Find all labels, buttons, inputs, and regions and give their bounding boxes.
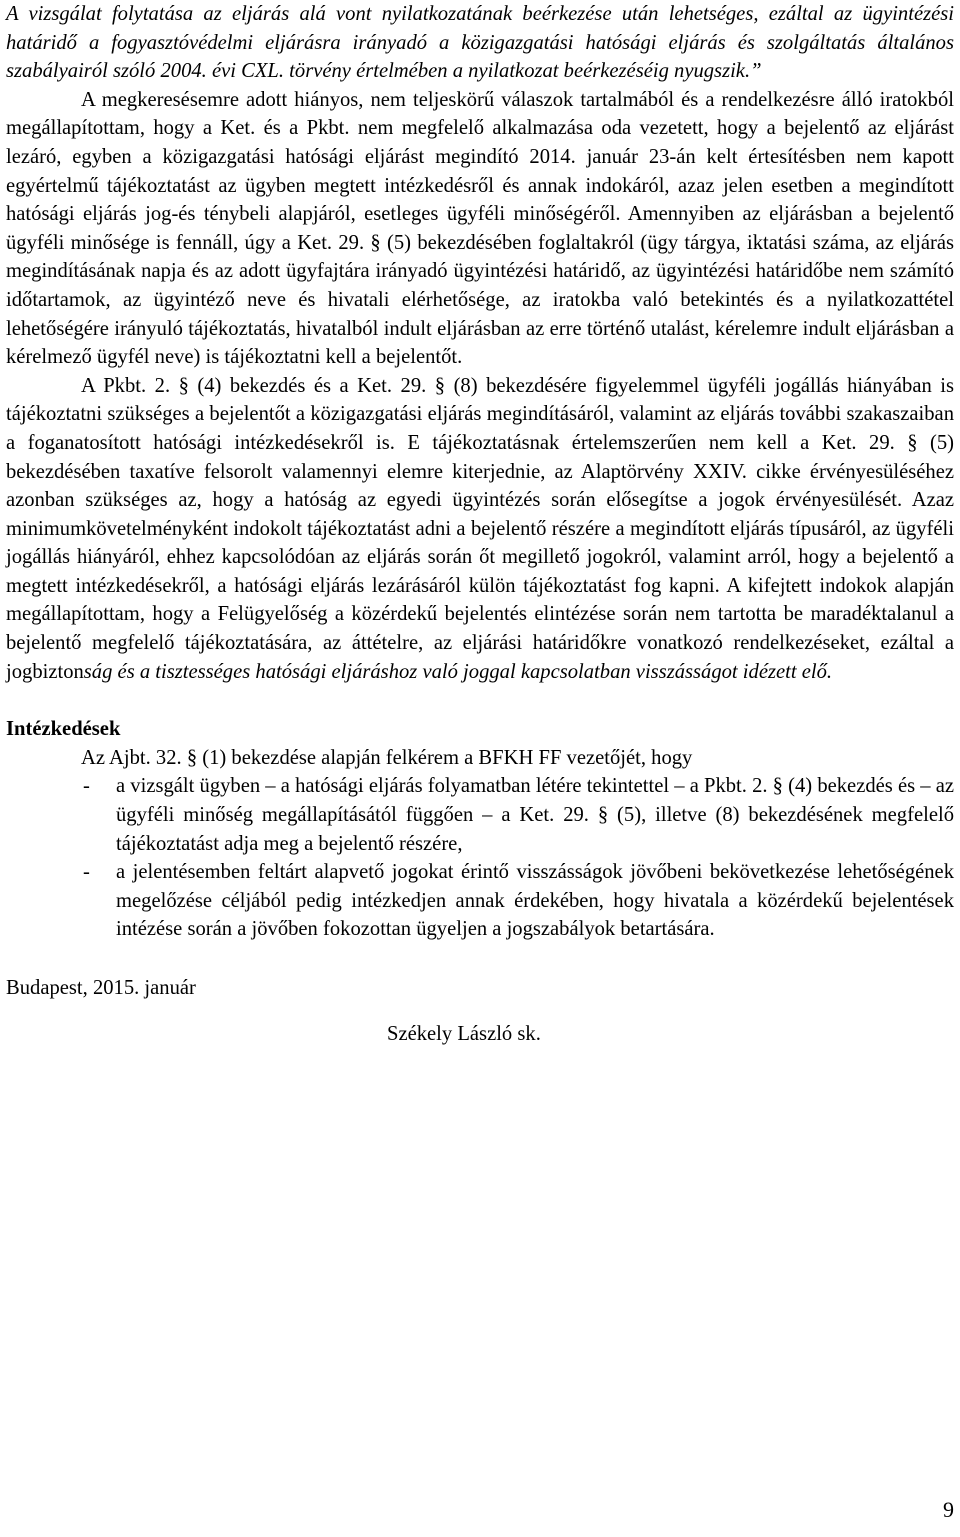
document-page: [6, 0, 954, 1048]
measures-intro: Az Ajbt. 32. § (1) bekezdése alapján felkérem a BFKH FF vezetőjét, hogy: [81, 746, 693, 769]
paragraph-1: [6, 0, 954, 86]
measure-dash: -: [83, 775, 90, 798]
paragraph-2-text: A megkeresésemre adott hiányos, nem teljeskörű válaszok tartalmából és a rendelkezésre álló iratokból megállapítottam, hogy a Ket. és a Pkbt. nem megfelelő alkalmazása oda vezetett, hogy a bejelentő az eljárást lezáró, egyben a közigazgatási hatósági eljárást megindító 2014. január 23-án kelt értesítésben nem kapott egyértelmű tájékoztatást az ügyben megtett intézkedésről és annak indokáról, azaz jelen esetben a megindított hatósági eljárás jog-és ténybeli alapjáról, esetleges ügyféli minőségéről. Amennyiben az eljárásban a bejelentő ügyféli minősége is fennáll, úgy a Ket. 29. § (5) bekezdésében foglaltakról (ügy tárgya, iktatási száma, az eljárás megindításának napja és az adott ügyfajtára irányadó ügyintézési határidő, az ügyintézési határidőbe nem számító időtartamok, az ügyintéző neve és hivatali elérhetősége, az iratokba való betekintés és a nyilatkozattétel lehetőségére irányuló tájékoztatás, hivatalból indult eljárásban az erre történő utalást, kérelemre indult eljárásban a kérelmező ügyfél neve) is tájékoztatni kell a bejelentőt.: [6, 88, 954, 369]
measures-list: [6, 772, 954, 944]
signature: Székely László sk.: [387, 1022, 541, 1045]
paragraph-1-text: A vizsgálat folytatása az eljárás alá vont nyilatkozatának beérkezése után lehetséges, ezáltal az ügyintézési határidő a fogyasztóvédelmi eljárásra irányadó a közigazgatási hatósági eljárás és szolgáltatás általános szabályairól szóló 2004. évi CXL. törvény értelmében a nyilatkozat beérkezéséig nyugszik.”: [6, 3, 954, 83]
paragraph-2: [6, 86, 954, 372]
measures-heading: Intézkedések: [6, 718, 121, 741]
paragraph-3: [6, 372, 954, 687]
measure-text: a jelentésemben feltárt alapvető jogokat érintő visszásságok jövőbeni bekövetkezése lehetőségének megelőzése céljából pedig intézkedjen annak érdekében, hogy hivatala a közérdekű bejelentések intézése során a jövőben fokozottan ügyeljen a jogszabályok betartására.: [116, 861, 954, 941]
measure-text: a vizsgált ügyben – a hatósági eljárás folyamatban létére tekintettel – a Pkbt. 2. § (4) bekezdés és – az ügyféli minőség megállapításától függően – a Ket. 29. § (5), illetve (8) bekezdésének megfelelő tájékoztatást adja meg a bejelentő részére,: [116, 775, 954, 855]
place-date: Budapest, 2015. január: [6, 977, 196, 999]
page-number: 9: [943, 1497, 954, 1522]
paragraph-3-italic-text: ság és a tisztességes hatósági eljáráshoz való joggal kapcsolatban visszásságot idézett elő.: [83, 660, 833, 683]
measure-item: [6, 858, 954, 944]
measure-item: [6, 772, 954, 858]
measure-dash: -: [83, 861, 90, 884]
paragraph-3-text: A Pkbt. 2. § (4) bekezdés és a Ket. 29. § (8) bekezdésére figyelemmel ügyféli jogállás hiányában is tájékoztatni szükséges a bejelentőt a közigazgatási eljárás megindításáról, valamint az eljárás további szakaszaiban a foganatosított hatósági intézkedésekről is. E tájékoztatásnak értelemszerűen nem kell a Ket. 29. § (5) bekezdésében taxatíve felsorolt valamennyi elemre kiterjednie, az Alaptörvény XXIV. cikke érvényesüléséhez azonban szükséges az, hogy a hatóság az egyedi ügyintézés során elősegítse a jogok érvényesülését. Azaz minimumkövetelményként indokolt tájékoztatást adni a bejelentő részére a megindított eljárás típusáról, az ügyféli jogállás hiányáról, ehhez kapcsolódóan az eljárás során őt megillető jogokról, valamint arról, hogy a bejelentő a megtett intézkedésekről, a hatósági eljárás lezárásáról külön tájékoztatást fog kapni. A kifejtett indokok alapján megállapítottam, hogy a Felügyelőség a közérdekű bejelentés elintézése során nem tartotta be maradéktalanul a bejelentő megfelelő tájékoztatására, az áttételre, az eljárási határidőkre vonatkozó rendelkezéseket, ezáltal a jogbizton: [6, 374, 954, 683]
